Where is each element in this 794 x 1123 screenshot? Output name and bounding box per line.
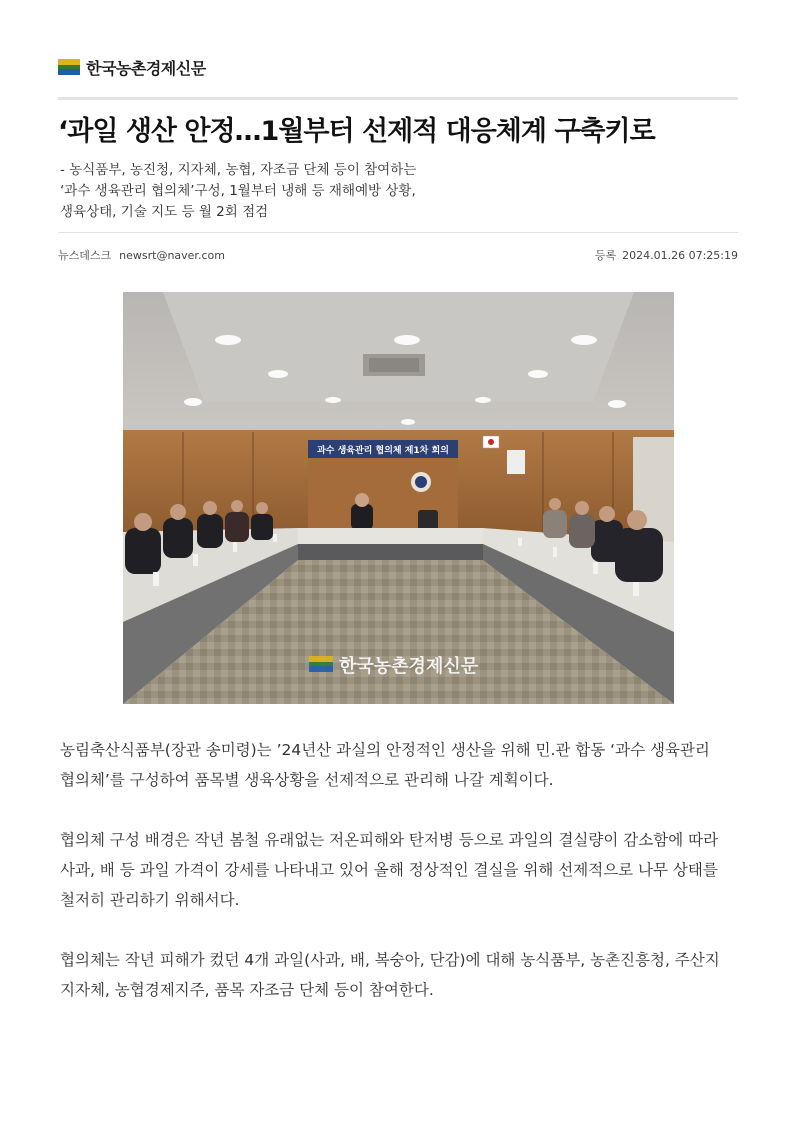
dateline bbox=[595, 247, 738, 263]
article-subhead bbox=[60, 160, 740, 223]
header-divider bbox=[58, 97, 738, 100]
masthead-name: 한국농촌경제신문 bbox=[86, 58, 206, 78]
article-paragraph: 협의체는 작년 피해가 컸던 4개 과일(사과, 배, 복숭아, 단감)에 대해 농식품부, 농촌진흥청, 주산지 지자체, 농협경제지주, 품목 자조금 단체 등이 참여한다. bbox=[60, 951, 720, 999]
byline-email[interactable]: newsrt@naver.com bbox=[119, 249, 225, 262]
article-body bbox=[60, 735, 742, 1035]
svg-text:과수 생육관리 협의체 제1차 회의: 과수 생육관리 협의체 제1차 회의 bbox=[317, 446, 449, 456]
article-paragraph: 협의체 구성 배경은 작년 봄철 유래없는 저온피해와 탄저병 등으로 과일의 결실량이 감소함에 따라 사과, 배 등 과일 가격이 강세를 나타내고 있어 올해 정상적인 결실을 위해 선제적으로 나무 상태를 철저히 관리하기 위해서다. bbox=[60, 831, 719, 909]
article-paragraph: 농림축산식품부(장관 송미령)는 ’24년산 과실의 안정적인 생산을 위해 민.관 합동 ‘과수 생육관리 협의체’를 구성하여 품목별 생육상황을 선제적으로 관리해 나갈 계획이다. bbox=[60, 741, 710, 789]
masthead[interactable] bbox=[58, 56, 206, 78]
byline bbox=[58, 247, 225, 263]
dateline-label: 등록 bbox=[594, 249, 617, 262]
dateline-datetime: 2024.01.26 07:25:19 bbox=[622, 249, 738, 262]
subhead-line: - 농식품부, 농진청, 지자체, 농협, 자조금 단체 등이 참여하는 bbox=[60, 162, 417, 178]
subhead-line: ‘과수 생육관리 협의체’구성, 1월부터 냉해 등 재해예방 상황, bbox=[60, 183, 416, 199]
newspaper-logo-icon bbox=[58, 59, 80, 75]
svg-text:한국농촌경제신문: 한국농촌경제신문 bbox=[339, 656, 479, 677]
subhead-line: 생육상태, 기술 지도 등 월 2회 점검 bbox=[60, 204, 269, 220]
byline-desk: 뉴스데스크 bbox=[58, 249, 112, 262]
article-photo bbox=[123, 292, 674, 704]
article-headline: ‘과일 생산 안정…1월부터 선제적 대응체계 구축키로 bbox=[58, 116, 655, 147]
meta-divider bbox=[58, 232, 738, 233]
